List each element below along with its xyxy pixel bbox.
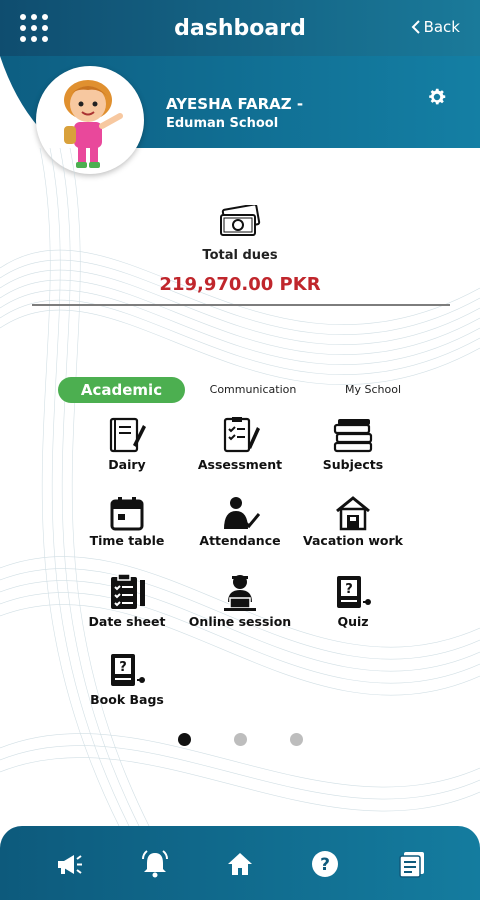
avatar[interactable] <box>36 66 144 174</box>
back-label: Back <box>423 18 460 36</box>
category-tabs <box>58 377 418 403</box>
module-label: Subjects <box>322 457 384 472</box>
page-indicator <box>0 733 480 747</box>
books-icon <box>332 415 374 455</box>
module-label: Online session <box>188 614 292 629</box>
module-date-sheet[interactable] <box>67 572 187 629</box>
book-bag-icon <box>107 650 147 690</box>
module-quiz[interactable] <box>293 572 413 629</box>
module-online-session[interactable] <box>180 572 300 629</box>
money-icon <box>218 205 262 241</box>
tab-academic[interactable]: Academic <box>58 377 185 403</box>
bell-icon[interactable] <box>140 849 170 879</box>
module-label: Vacation work <box>303 533 403 548</box>
module-vacation-work[interactable] <box>293 495 413 548</box>
module-attendance[interactable] <box>180 495 300 548</box>
grid-menu-icon[interactable] <box>20 14 48 42</box>
attendance-icon <box>220 495 260 531</box>
module-label: Date sheet <box>88 614 166 629</box>
module-dairy[interactable] <box>67 415 187 472</box>
student-avatar-image <box>36 66 144 174</box>
tab-my-school[interactable]: My School <box>344 383 401 396</box>
page-title: dashboard <box>174 15 306 41</box>
online-session-icon <box>220 572 260 612</box>
chevron-left-icon <box>411 20 421 34</box>
module-assessment[interactable] <box>180 415 300 472</box>
help-icon[interactable] <box>310 849 340 879</box>
svg-text:?: ? <box>345 582 353 597</box>
notes-icon[interactable] <box>397 849 427 879</box>
total-dues-amount: 219,970.00 PKR <box>159 274 321 295</box>
module-subjects[interactable] <box>293 415 413 472</box>
total-dues-label: Total dues <box>202 248 278 263</box>
student-name: AYESHA FARAZ - <box>166 95 304 113</box>
home-icon[interactable] <box>225 849 255 879</box>
calendar-icon <box>109 495 145 531</box>
house-icon <box>334 495 372 531</box>
page-dot-active[interactable] <box>178 733 191 746</box>
module-label: Quiz <box>337 614 369 629</box>
module-label: Book Bags <box>90 692 164 707</box>
divider <box>32 304 450 306</box>
module-time-table[interactable] <box>67 495 187 548</box>
module-label: Dairy <box>108 457 146 472</box>
module-book-bags[interactable] <box>67 650 187 707</box>
clipboard-icon <box>107 572 147 612</box>
back-button[interactable] <box>411 18 460 36</box>
page-dot[interactable] <box>290 733 303 746</box>
megaphone-icon[interactable] <box>54 849 84 879</box>
school-name: Eduman School <box>166 116 279 131</box>
svg-text:?: ? <box>119 660 127 675</box>
tab-communication[interactable]: Communication <box>209 383 297 396</box>
module-label: Attendance <box>199 533 281 548</box>
assessment-icon <box>220 415 260 455</box>
top-app-bar <box>0 0 480 56</box>
page-dot[interactable] <box>234 733 247 746</box>
gear-icon[interactable] <box>426 86 448 108</box>
module-label: Assessment <box>197 457 283 472</box>
quiz-icon <box>333 572 373 612</box>
svg-text:?: ? <box>320 855 330 875</box>
diary-icon <box>107 415 147 455</box>
module-label: Time table <box>89 533 165 548</box>
